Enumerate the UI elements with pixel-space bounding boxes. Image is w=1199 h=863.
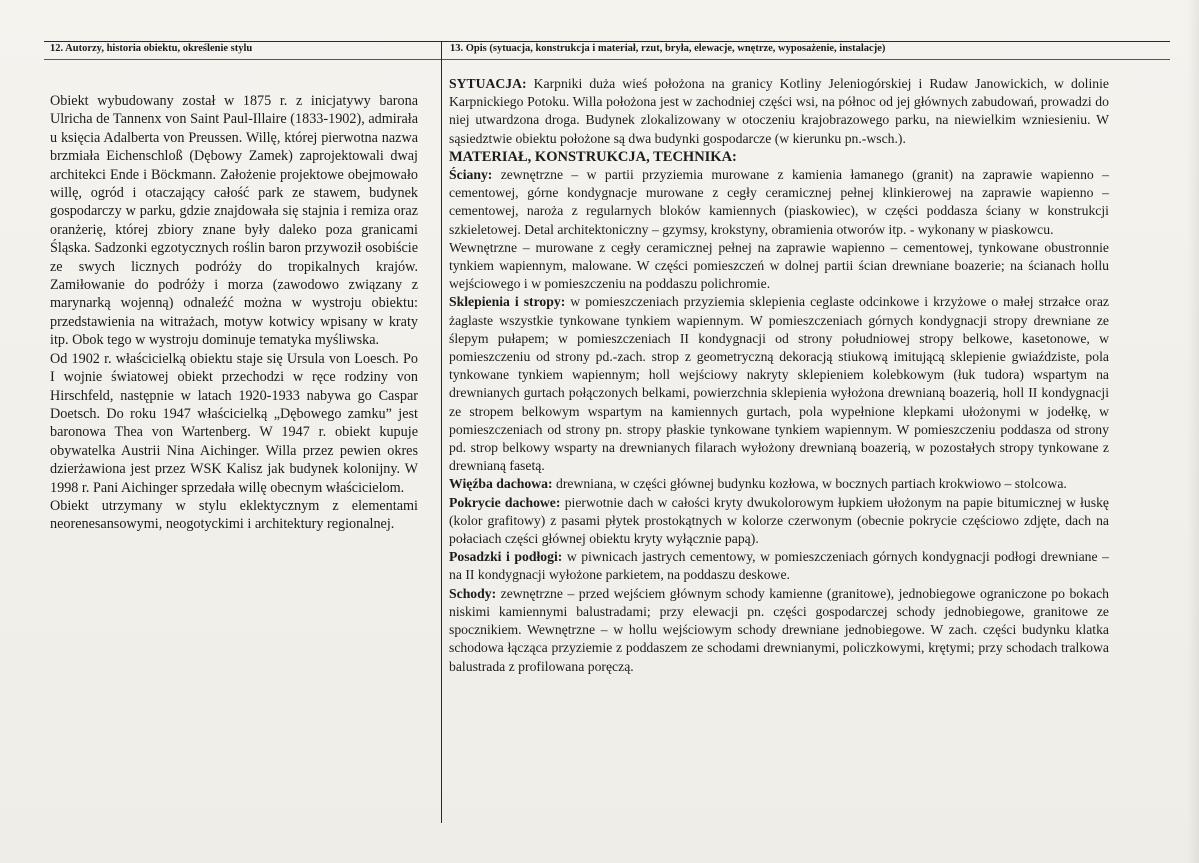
history-column <box>50 92 418 534</box>
roof-cover-paragraph <box>449 494 1109 549</box>
walls-paragraph <box>449 166 1109 239</box>
vaults-text: w pomieszczeniach przyziemia sklepienia ceglaste odcinkowe i krzyżowe o małej strzałce oraz żaglaste wszystkie tynkowane tynkiem wapiennym. W pomieszczeniach górnych kondygnacji stropy drewniane ze ślepym pułapem; w pomieszczeniach II kondygnacji od strony południowej stropy belkowe, kasetonowe, w pomieszczeniu od strony pd.-zach. strop z geometryczną dekoracją stiukową imitującą sklepienie gwiaździste, pola tynkowane tynkiem wapiennym; holl wejściowy nakryty sklepieniem kolebkowym (łuk tudora) wspartym na drewnianych gurtach połączonych belkami, powierzchnia sklepienia wyłożona drewnianą boazerią, holl II kondygnacji ze stropem belkowym wspartym na kamiennych gurtach, pola wypełnione klepkami ułożonymi w jodełkę, w pomieszczeniach od strony pn. stropy płaskie tynkowane tynkiem wapiennym. W pomieszczeniu poddasza od strony pd. strop belkowy wsparty na drewnianych filarach wyłożony drewnianą boazerią, w pozostałych stropy tynkowane z drewnianą fasetą. <box>449 294 1109 474</box>
vaults-paragraph <box>449 293 1109 475</box>
style-paragraph: Obiekt utrzymany w stylu eklektycznym z elementami neorenesansowymi, neogotyckimi i architektury regionalnej. <box>50 497 418 533</box>
situation-text: Karpniki duża wieś położona na granicy Kotliny Jeleniogórskiej i Rudaw Janowickich, w dolinie Karpnickiego Potoku. Willa położona jest w zachodniej części wsi, na północ od jej głównych zabudowań, prowadzi do niej utwardzona droga. Budynek zlokalizowany w otoczeniu krajobrazowego parku, na niewielkim wzniesieniu. W sąsiedztwie obiektu położone są dwa budynki gospodarcze (w kierunku pn.-wsch.). <box>449 76 1109 146</box>
description-column <box>449 75 1109 676</box>
stairs-paragraph <box>449 585 1109 676</box>
situation-paragraph <box>449 75 1109 148</box>
roof-cover-label: Pokrycie dachowe: <box>449 494 561 510</box>
roof-frame-text: drewniana, w części głównej budynku kozłowa, w bocznych partiach krokwiowo – stolcowa. <box>552 476 1067 492</box>
right-column-header: 13. Opis (sytuacja, konstrukcja i materiał, rzut, bryła, elewacje, wnętrze, wyposażenie, instalacje) <box>450 43 886 54</box>
roof-frame-paragraph <box>449 475 1109 493</box>
history-paragraph: Od 1902 r. właścicielką obiektu staje się Ursula von Loesch. Po I wojnie światowej obiekt przechodzi w ręce rodziny von Hirschfeld, następnie w latach 1920-1933 nabywa go Caspar Doetsch. Do roku 1947 właścicielką „Dębowego zamku” jest baronowa Thea von Wartenberg. W 1947 r. obiekt kupuje obywatelka Austrii Nina Aichinger. Willa przez pewien okres dzierżawiona jest przez WSK Kalisz jak budynek kolonijny. W 1998 r. Pani Aichinger sprzedała willę obecnym właścicielom. <box>50 350 418 496</box>
floors-text: w piwnicach jastrych cementowy, w pomieszczeniach górnych kondygnacji podłogi drewniane – na II kondygnacji wyłożone parkietem, na poddaszu deskowe. <box>449 549 1109 583</box>
stairs-text: zewnętrzne – przed wejściem głównym schody kamienne (granitowe), jednobiegowe ograniczone po bokach niskimi kamiennymi balustradami; przy elewacji pn. części gospodarczej schody jednobiegowe, granitowe ze spocznikiem. Wewnętrzne – w hollu wejściowym schody drewniane jednobiegowe. W zach. części budynku klatka schodowa łącząca przyziemie z poddaszem ze schodami drewnianymi, policzkowymi, krętymi; przy schodach tralkowa balustrada z profilowana poręczą. <box>449 585 1109 674</box>
history-paragraph: Obiekt wybudowany został w 1875 r. z inicjatywy barona Ulricha de Tannenx von Saint Paul-Illaire (1833-1902), admirała u księcia Adalberta von Preussen. Willę, której pierwotna nazwa brzmiała Eichenschloß (Dębowy Zamek) zaprojektowali dwaj architekci Ende i Böckmann. Założenie projektowe obejmowało willę, ogród i otaczający całość park ze stawem, budynek gospodarczy w parku, gdzie znajdowała się stajnia i remiza oraz oranżerię, której zbiory znane były daleko poza granicami Śląska. Sadzonki egzotycznych roślin baron przywoził osobiście ze swych licznych podróży do tropikalnych krajów. Zamiłowanie do podróży i morza (zawodowo związany z marynarką wojenną) odnaleźć można w wystroju obiektu: przedstawienia na witrażach, motyw kotwicy wpisany w kraty itp. Obok tego w wystroju dominuje tematyka myśliwska. <box>50 93 418 349</box>
header-rule <box>44 59 1170 60</box>
walls-text: zewnętrzne – w partii przyziemia murowane z kamienia łamanego (granit) na zaprawie wapienno – cementowej, górne kondygnacje murowane z cegły ceramicznej pełnej klinkierowej na zaprawie wapienno – cementowej, naroża z regularnych bloków kamiennych (piaskowiec), w części poddasza ściany w konstrukcji szkieletowej. Detal architektoniczny – gzymsy, krokstyny, obramienia otworów itp. - wykonany w piaskowcu. <box>449 167 1109 237</box>
floors-label: Posadzki i podłogi: <box>449 549 563 565</box>
floors-paragraph <box>449 548 1109 584</box>
inner-walls-paragraph: Wewnętrzne – murowane z cegły ceramicznej pełnej na zaprawie wapienno – cementowej, tynkowane obustronnie tynkiem wapiennym, malowane. W części pomieszczeń w dolnej partii ścian drewniane boazerie; na ścianach hollu wejściowego i w pomieszczeniu na poddaszu polichromie. <box>449 239 1109 292</box>
walls-label: Ściany: <box>449 167 493 183</box>
vaults-label: Sklepienia i stropy: <box>449 294 566 310</box>
left-column-header: 12. Autorzy, historia obiektu, określenie stylu <box>50 43 253 54</box>
top-rule <box>44 41 1170 42</box>
situation-label: SYTUACJA: <box>449 76 527 91</box>
material-section-title: MATERIAŁ, KONSTRUKCJA, TECHNIKA: <box>449 148 737 165</box>
column-divider <box>441 41 442 823</box>
roof-cover-text: pierwotnie dach w całości kryty dwukolorowym łupkiem ułożonym na papie bitumicznej w łuskę (kolor grafitowy) z pasami płytek prostokątnych w kolorze czerwonym (obecnie pokrycie częściowo zdjęte, dach na połaciach części głównej obiektu kryty wyłącznie papą). <box>449 494 1110 547</box>
roof-frame-label: Więźba dachowa: <box>449 476 553 492</box>
stairs-label: Schody: <box>449 585 497 601</box>
page-edge-shadow <box>1187 0 1199 863</box>
